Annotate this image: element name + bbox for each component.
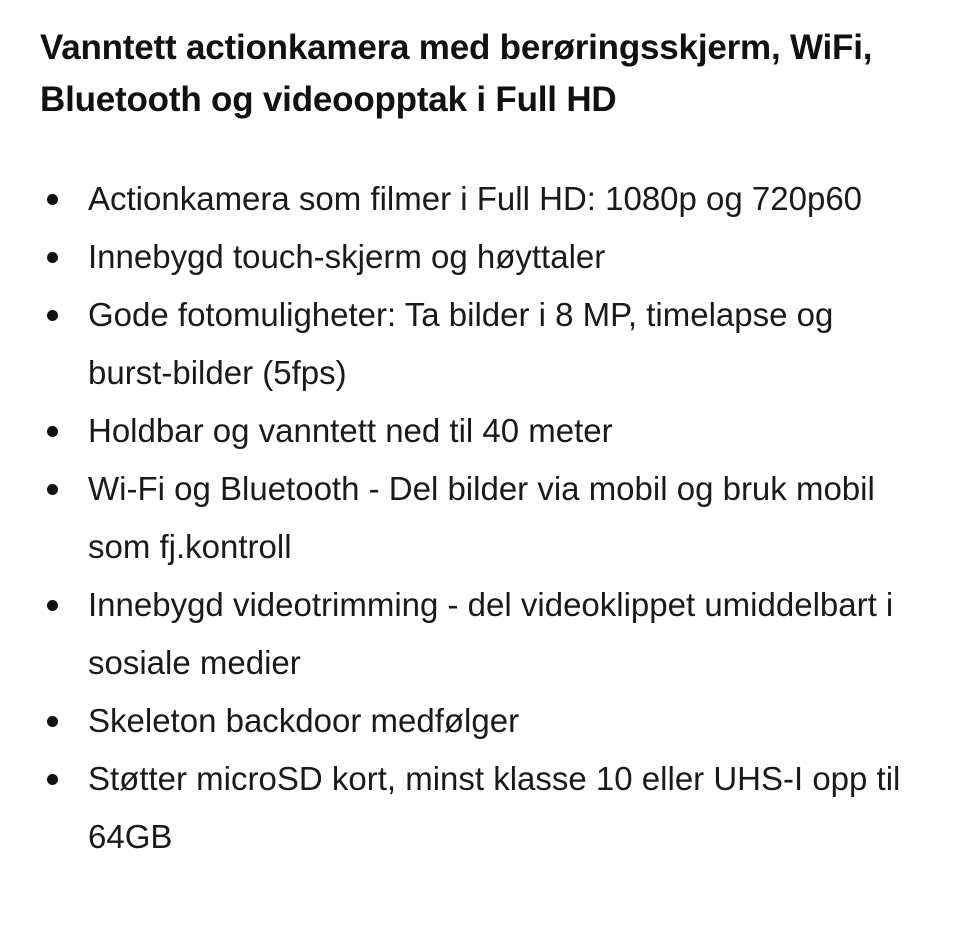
feature-text: Gode fotomuligheter: Ta bilder i 8 MP, timelapse og burst-bilder (5fps) (88, 296, 834, 391)
list-item (40, 692, 918, 750)
list-item (40, 460, 918, 576)
bullet-icon (47, 252, 58, 263)
list-item (40, 286, 918, 402)
product-title: Vanntett actionkamera med berøringsskjerm, WiFi, Bluetooth og videoopptak i Full HD (40, 28, 873, 119)
bullet-icon (47, 426, 58, 437)
feature-text: Støtter microSD kort, minst klasse 10 eller UHS-I opp til 64GB (88, 760, 901, 855)
feature-text: Innebygd videotrimming - del videoklippet umiddelbart i sosiale medier (88, 586, 894, 681)
feature-text: Innebygd touch-skjerm og høyttaler (88, 238, 606, 275)
bullet-icon (47, 194, 58, 205)
list-item (40, 750, 918, 866)
feature-text: Wi-Fi og Bluetooth - Del bilder via mobil og bruk mobil som fj.kontroll (88, 470, 875, 565)
bullet-icon (47, 774, 58, 785)
bullet-icon (47, 484, 58, 495)
list-item (40, 228, 918, 286)
bullet-icon (47, 600, 58, 611)
feature-text: Actionkamera som filmer i Full HD: 1080p og 720p60 (88, 180, 863, 217)
list-item (40, 576, 918, 692)
list-item (40, 170, 918, 228)
list-item (40, 402, 918, 460)
bullet-icon (47, 310, 58, 321)
feature-text: Holdbar og vanntett ned til 40 meter (88, 412, 613, 449)
feature-text: Skeleton backdoor medfølger (88, 702, 520, 739)
bullet-icon (47, 716, 58, 727)
feature-list (40, 170, 920, 866)
